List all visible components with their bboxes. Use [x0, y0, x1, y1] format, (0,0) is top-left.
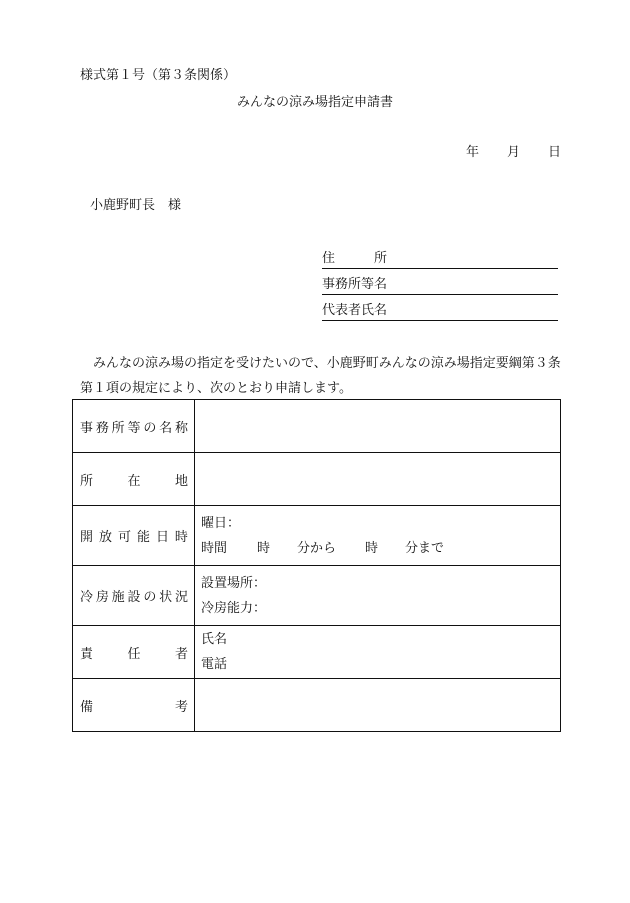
addressee: 小鹿野町長 様 [90, 198, 182, 213]
document-title: みんなの涼み場指定申請書 [236, 95, 393, 110]
applicant-office-line[interactable] [322, 273, 558, 295]
table-row [73, 566, 561, 626]
row-label-facility-name: 事 務 所 等 の 名 称 [80, 420, 188, 436]
cooling-status-field[interactable] [195, 566, 561, 626]
open-hours-field[interactable] [195, 506, 561, 566]
facility-name-field[interactable] [195, 400, 561, 453]
date-day-label: 日 [548, 145, 562, 160]
date-year-label: 年 [466, 145, 480, 160]
table-row [73, 400, 561, 453]
name-label: 氏名 [201, 632, 228, 647]
remarks-field[interactable] [195, 679, 561, 732]
intro-paragraph: みんなの涼み場の指定を受けたいので、小鹿野町みんなの涼み場指定要綱第３条第１項の規定により、次のとおり申請します。 [80, 356, 561, 396]
table-row [73, 626, 561, 679]
hours-start-hour-label: 時 [257, 540, 271, 556]
hours-end-minute-label: 分まで [405, 540, 445, 556]
hours-end-hour-label: 時 [365, 540, 379, 556]
application-table [72, 399, 561, 732]
table-row [73, 679, 561, 732]
responsible-person-field[interactable] [195, 626, 561, 679]
date-month-label: 月 [507, 145, 521, 160]
hours-label: 時間 [201, 540, 228, 556]
applicant-representative-line[interactable] [322, 299, 558, 321]
phone-label: 電話 [201, 657, 228, 672]
applicant-representative-label: 代表者氏名 [322, 303, 388, 318]
applicant-address-line[interactable] [322, 247, 558, 269]
open-hours-line [201, 536, 554, 561]
table-row [73, 506, 561, 566]
open-days-label: 曜日： [201, 515, 241, 531]
form-number: 様式第１号（第３条関係） [80, 68, 237, 83]
hours-start-minute-label: 分から [297, 540, 337, 556]
row-label-location: 所 在 地 [80, 473, 188, 489]
cooling-capacity-label: 冷房能力： [201, 600, 267, 616]
table-row [73, 453, 561, 506]
location-field[interactable] [195, 453, 561, 506]
applicant-address-label: 住 所 [322, 251, 388, 266]
row-label-cooling-status: 冷 房 施 設 の 状 況 [80, 590, 188, 605]
row-label-remarks: 備 考 [80, 699, 188, 715]
install-location-label: 設置場所： [201, 575, 267, 591]
row-label-responsible-person: 責 任 者 [80, 646, 188, 662]
row-label-open-hours: 開 放 可 能 日 時 [80, 530, 188, 545]
applicant-office-label: 事務所等名 [322, 277, 388, 292]
